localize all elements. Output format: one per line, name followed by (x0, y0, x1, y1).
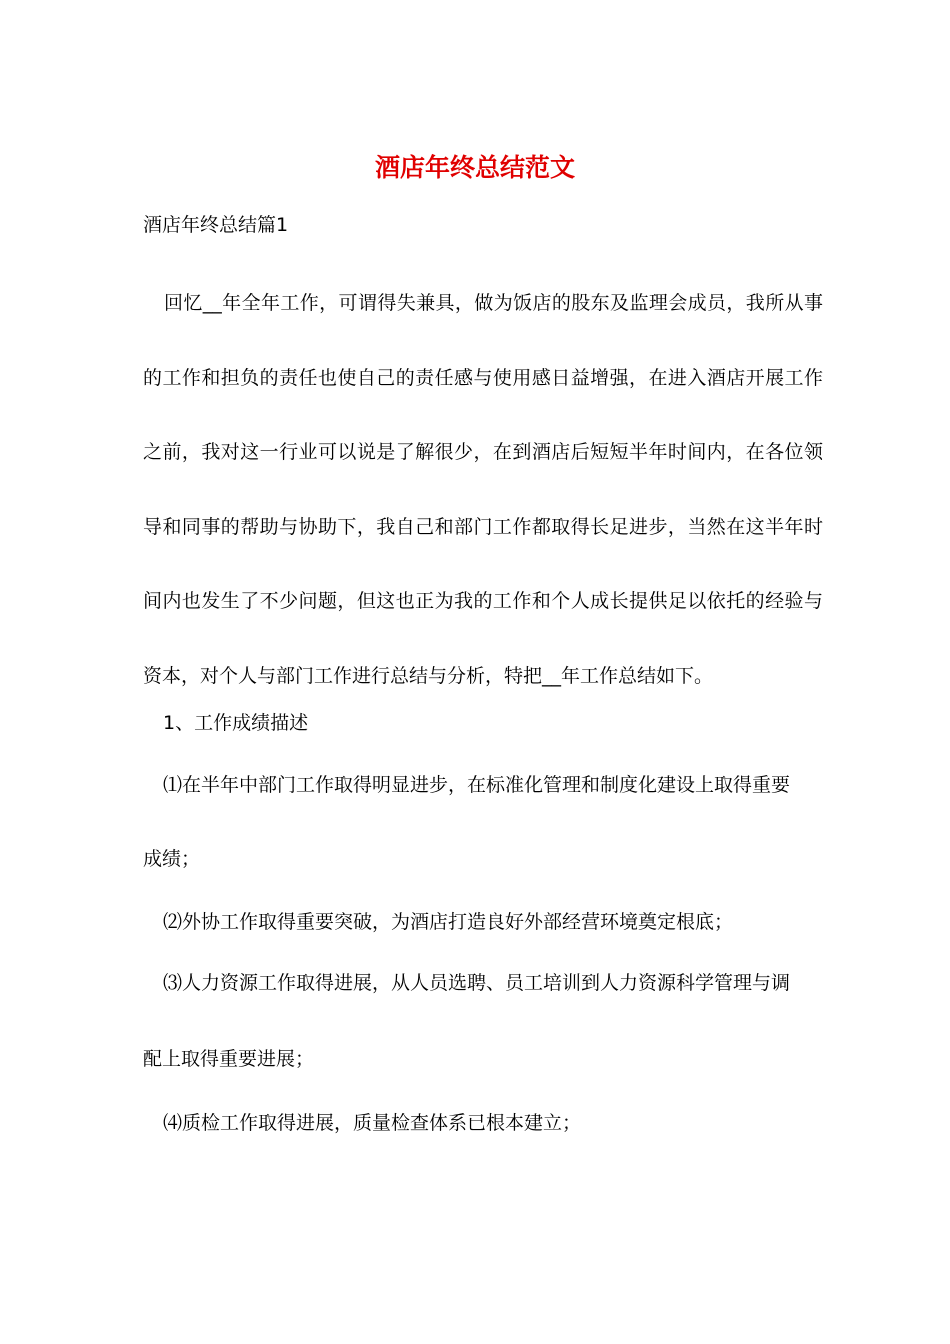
list-item-3-line-1: ⑶人力资源工作取得进展，从人员选聘、员工培训到人力资源科学管理与调 (163, 972, 791, 994)
list-item-1-line-1: ⑴在半年中部门工作取得明显进步，在标准化管理和制度化建设上取得重要 (163, 774, 791, 796)
page-title: 酒店年终总结范文 (374, 153, 575, 182)
section-heading: 酒店年终总结篇1 (143, 214, 289, 236)
list-item-1-line-2: 成绩； (143, 848, 201, 870)
list-item-2: ⑵外协工作取得重要突破，为酒店打造良好外部经营环境奠定根底； (163, 911, 734, 933)
list-item-3-line-2: 配上取得重要进展； (143, 1048, 315, 1070)
intro-paragraph: 回忆__年全年工作，可谓得失兼具，做为饭店的股东及监理会成员，我所从事的工作和担负的责任也使自己的责任感与使用感日益增强，在进入酒店开展工作之前，我对这一行业可以说是了解很少，在到酒店后短短半年时间内，在各位领导和同事的帮助与协助下，我自己和部门工作都取得长足进步，当然在这半年时间内也发生了不少问题，但这也正为我的工作和个人成长提供足以依托的经验与资本，对个人与部门工作进行总结与分析，特把__年工作总结如下。 (143, 292, 823, 687)
subsection-heading: 1、工作成绩描述 (163, 712, 309, 734)
list-item-4: ⑷质检工作取得进展，质量检查体系已根本建立； (163, 1112, 582, 1134)
